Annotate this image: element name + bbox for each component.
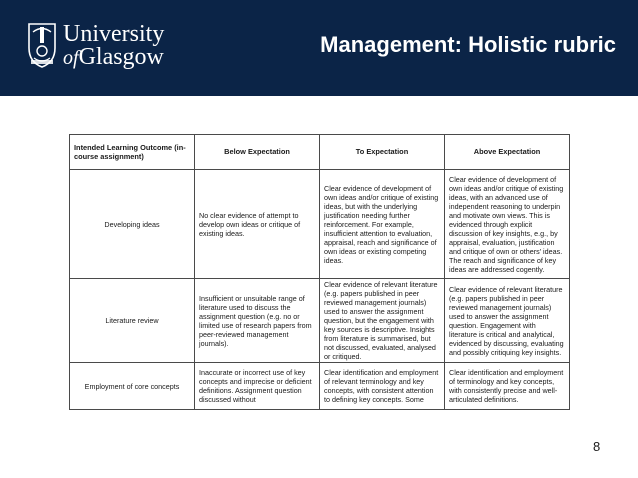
cell-to: Clear evidence of relevant literature (e.g. papers published in peer reviewed management journals) used to answer the assignment question, but the engagement with key sources is descriptive. Insights from literature is summarised, but not discussed, evaluated, analysed or critiqued. xyxy=(320,279,445,363)
row-outcome: Developing ideas xyxy=(70,170,195,279)
cell-below: Inaccurate or incorrect use of key concepts and imprecise or deficient definitions. Assignment question discussed without xyxy=(195,363,320,410)
header-outcome: Intended Learning Outcome (in-course assignment) xyxy=(70,135,195,170)
row-outcome: Literature review xyxy=(70,279,195,363)
header-above-expectation: Above Expectation xyxy=(445,135,570,170)
cell-to: Clear identification and employment of relevant terminology and key concepts, with consistent attention to defining key concepts. Some xyxy=(320,363,445,410)
cell-above: Clear evidence of relevant literature (e.g. papers published in peer reviewed management journals) used to answer the assignment question. Engagement with literature is critical and analytical, evidenced by discussing, evaluating and possibly critiquing key insights. xyxy=(445,279,570,363)
table-row xyxy=(70,279,570,363)
table-row xyxy=(70,170,570,279)
header-bar xyxy=(0,0,638,96)
rubric-table xyxy=(69,134,570,410)
cell-below: No clear evidence of attempt to develop own ideas or critique of existing ideas. xyxy=(195,170,320,279)
logo-text-university: University xyxy=(63,21,165,47)
cell-to: Clear evidence of development of own ideas and/or critique of existing ideas, but with the underlying justification needing further reinforcement. For example, insufficient attention to evaluation, appraisal, reach and significance of own ideas or existing competing ideas. xyxy=(320,170,445,279)
cell-above: Clear evidence of development of own ideas and/or critique of existing ideas, with an advanced use of independent reasoning to underpin and motivate own views. This is evidenced through explicit discussion of key insights, e.g., by appraisal, evaluation, justification and critique of own or others' ideas. The reach and significance of key ideas are addressed cogently. xyxy=(445,170,570,279)
row-outcome: Employment of core concepts xyxy=(70,363,195,410)
page-number: 8 xyxy=(593,439,601,454)
table-row xyxy=(70,363,570,410)
logo-text-glasgow: Glasgow xyxy=(78,44,164,70)
header-to-expectation: To Expectation xyxy=(320,135,445,170)
header-below-expectation: Below Expectation xyxy=(195,135,320,170)
cell-below: Insufficient or unsuitable range of literature used to discuss the assignment question (e.g. no or limited use of research papers from peer-reviewed management journals). xyxy=(195,279,320,363)
logo-text-of: of xyxy=(63,47,79,69)
cell-above: Clear identification and employment of terminology and key concepts, with consistently precise and well-articulated definitions. xyxy=(445,363,570,410)
university-logo[interactable] xyxy=(27,22,177,72)
crest-icon xyxy=(27,22,57,68)
slide-title: Management: Holistic rubric xyxy=(320,32,616,57)
table-header-row xyxy=(70,135,570,170)
